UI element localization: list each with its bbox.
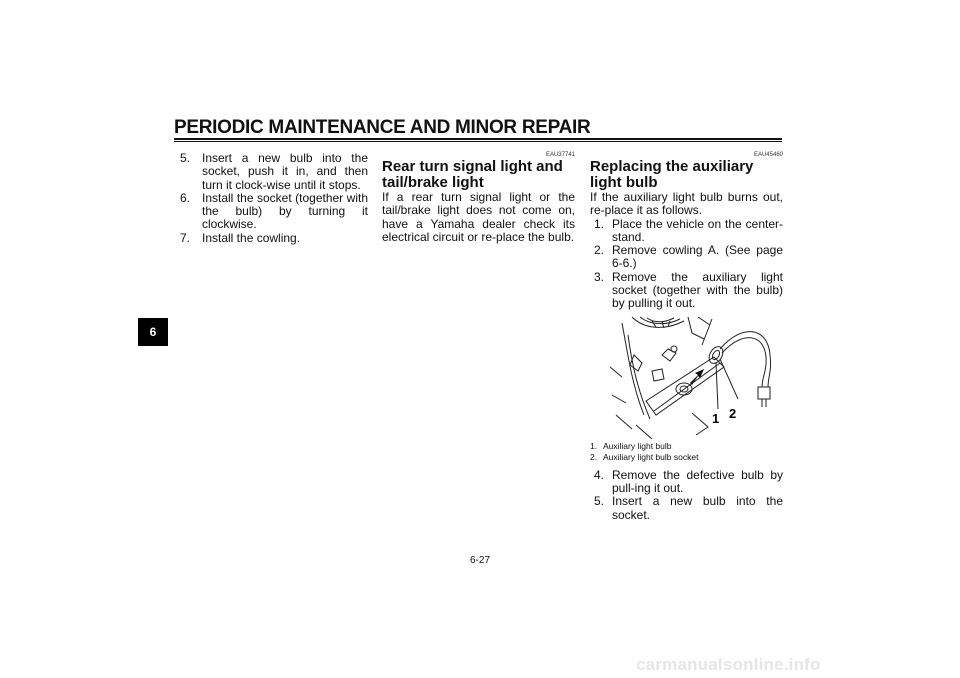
column-2 <box>382 151 575 244</box>
step-number: 1. <box>594 216 605 231</box>
section-code: EAU37741 <box>545 152 575 158</box>
list-item <box>180 192 368 232</box>
figure-label-1: 1 <box>712 410 720 426</box>
step-list-continued <box>590 469 783 522</box>
step-text: Install the socket (together with the bulb) by turning it clockwise. <box>202 190 368 232</box>
figure-label-2: 2 <box>729 405 737 421</box>
list-item <box>590 218 783 245</box>
step-number: 5. <box>594 494 605 509</box>
auxiliary-light-illustration <box>592 315 782 439</box>
page-title: PERIODIC MAINTENANCE AND MINOR REPAIR <box>174 117 591 138</box>
caption-text: Auxiliary light bulb <box>603 440 672 451</box>
list-item <box>590 244 783 271</box>
step-number: 7. <box>180 230 191 245</box>
step-text: Install the cowling. <box>202 230 301 245</box>
section-title: Replacing the auxiliary light bulb <box>590 158 754 191</box>
step-text: Place the vehicle on the center-stand. <box>612 216 783 244</box>
step-number: 6. <box>180 190 191 205</box>
section-paragraph: If the auxiliary light bulb burns out, re-place it as follows. <box>590 190 783 218</box>
column-1 <box>180 152 368 245</box>
step-number: 2. <box>594 243 605 258</box>
section-code: EAU45460 <box>753 152 783 158</box>
step-text: Remove cowling A. (See page 6-6.) <box>612 243 783 271</box>
caption-item <box>590 441 783 452</box>
list-item <box>590 469 783 496</box>
chapter-tab: 6 <box>138 318 168 346</box>
figure-captions <box>590 441 783 463</box>
page-number: 6-27 <box>469 555 490 566</box>
step-text: Insert a new bulb into the socket. <box>612 494 783 522</box>
step-number: 3. <box>594 269 605 284</box>
step-text: Remove the defective bulb by pull-ing it out. <box>612 467 783 495</box>
header-rule <box>174 138 782 140</box>
step-number: 5. <box>180 151 191 165</box>
step-text: Insert a new bulb into the socket, push it in, and then turn it clock-wise until it stops. <box>202 151 368 192</box>
step-list <box>180 152 368 245</box>
list-item <box>590 271 783 311</box>
section-paragraph: If a rear turn signal light or the tail/brake light does not come on, have a Yamaha dealer check its electrical circuit or re-place the bulb. <box>382 190 575 244</box>
caption-item <box>590 452 783 463</box>
step-number: 4. <box>594 467 605 482</box>
column-3 <box>590 151 783 522</box>
section-title: Rear turn signal light and tail/brake light <box>382 158 563 191</box>
step-text: Remove the auxiliary light socket (together with the bulb) by pulling it out. <box>612 269 783 311</box>
caption-number: 2. <box>590 451 598 462</box>
watermark: carmanualsonline.info <box>636 655 821 674</box>
header-rule-thin <box>174 141 782 142</box>
step-list <box>590 218 783 311</box>
caption-number: 1. <box>590 440 598 451</box>
list-item <box>180 232 368 245</box>
list-item <box>590 495 783 522</box>
list-item <box>180 152 368 192</box>
caption-text: Auxiliary light bulb socket <box>603 451 699 462</box>
